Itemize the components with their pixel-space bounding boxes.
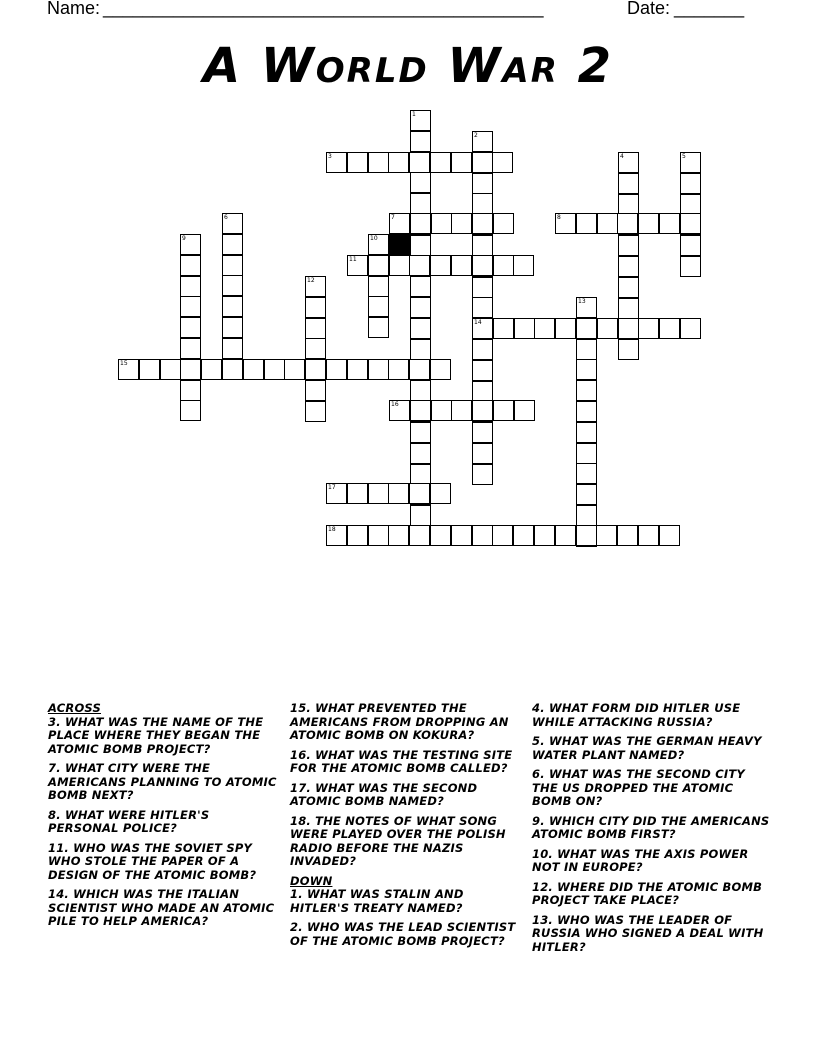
- crossword-cell[interactable]: [576, 525, 597, 546]
- crossword-cell[interactable]: [618, 194, 639, 215]
- crossword-cell[interactable]: [597, 213, 618, 234]
- crossword-cell[interactable]: [410, 213, 431, 234]
- clue-across-14: 14. WHICH WAS THE ITALIAN SCIENTIST WHO MADE AN ATOMIC PILE TO HELP AMERICA?: [48, 887, 275, 928]
- crossword-cell[interactable]: [347, 152, 368, 173]
- crossword-cell[interactable]: [618, 152, 639, 173]
- crossword-cell[interactable]: [180, 400, 201, 421]
- crossword-cell[interactable]: [431, 213, 452, 234]
- crossword-cell[interactable]: [659, 213, 680, 234]
- crossword-cell[interactable]: [492, 152, 513, 173]
- crossword-cell[interactable]: [347, 359, 368, 380]
- crossword-cell[interactable]: [680, 152, 701, 173]
- crossword-cell[interactable]: [139, 359, 160, 380]
- crossword-cell[interactable]: [493, 255, 514, 276]
- crossword-cell[interactable]: [638, 213, 659, 234]
- crossword-cell[interactable]: [243, 359, 264, 380]
- crossword-cell[interactable]: [430, 152, 451, 173]
- crossword-cell[interactable]: [409, 359, 430, 380]
- crossword-cell[interactable]: [410, 400, 431, 421]
- crossword-cell[interactable]: [472, 255, 493, 276]
- crossword-cell[interactable]: [638, 318, 659, 339]
- crossword-cell[interactable]: [472, 360, 493, 381]
- black-cell: [389, 234, 410, 255]
- crossword-cell[interactable]: [368, 234, 389, 255]
- clue-number: 4: [620, 153, 624, 160]
- crossword-cell[interactable]: [492, 525, 513, 546]
- clue-number: 2: [474, 132, 478, 139]
- clue-down-6: 6. WHAT WAS THE SECOND CITY THE US DROPPED THE ATOMIC BOMB ON?: [532, 767, 745, 808]
- crossword-cell[interactable]: [618, 277, 639, 298]
- clue-number: 10: [370, 235, 378, 242]
- crossword-cell[interactable]: [305, 338, 326, 359]
- clues-column-1: [48, 702, 283, 935]
- crossword-cell[interactable]: [368, 276, 389, 297]
- crossword-cell[interactable]: [118, 359, 139, 380]
- clue-across-16: 16. WHAT WAS THE TESTING SITE FOR THE ATOMIC BOMB CALLED?: [290, 747, 513, 775]
- crossword-cell[interactable]: [368, 255, 389, 276]
- crossword-cell[interactable]: [576, 401, 597, 422]
- crossword-cell[interactable]: [388, 483, 409, 504]
- crossword-cell[interactable]: [180, 276, 201, 297]
- clue-number: 5: [682, 153, 686, 160]
- clue-number: 18: [328, 526, 336, 533]
- name-label: Name:: [47, 0, 101, 18]
- crossword-cell[interactable]: [472, 173, 493, 194]
- crossword-cell[interactable]: [451, 400, 472, 421]
- clue-down-10: 10. WHAT WAS THE AXIS POWER NOT IN EUROPE?: [532, 846, 749, 874]
- clue-down-5: 5. WHAT WAS THE GERMAN HEAVY WATER PLANT NAMED?: [532, 734, 762, 762]
- clue-down-12: 12. WHERE DID THE ATOMIC BOMB PROJECT TAKE PLACE?: [532, 879, 763, 907]
- crossword-cell[interactable]: [576, 380, 597, 401]
- crossword-cell[interactable]: [472, 339, 493, 360]
- crossword-cell[interactable]: [638, 525, 659, 546]
- crossword-cell[interactable]: [472, 297, 493, 318]
- crossword-cell[interactable]: [410, 318, 431, 339]
- crossword-cell[interactable]: [305, 318, 326, 339]
- crossword-cell[interactable]: [680, 256, 701, 277]
- crossword-cell[interactable]: [180, 296, 201, 317]
- crossword-cell[interactable]: [493, 318, 514, 339]
- crossword-cell[interactable]: [493, 213, 514, 234]
- clue-number: 9: [182, 235, 186, 242]
- crossword-cell[interactable]: [180, 338, 201, 359]
- clue-number: 11: [349, 256, 357, 263]
- crossword-cell[interactable]: [451, 525, 472, 546]
- crossword-cell[interactable]: [410, 339, 431, 360]
- name-line[interactable]: ____________________________________________: [103, 0, 544, 18]
- crossword-cell[interactable]: [410, 380, 431, 401]
- crossword-cell[interactable]: [534, 318, 555, 339]
- crossword-cell[interactable]: [659, 318, 680, 339]
- clue-across-17: 17. WHAT WAS THE SECOND ATOMIC BOMB NAMED?: [290, 780, 478, 808]
- page-title: A World War 2: [202, 38, 614, 94]
- crossword-cell[interactable]: [514, 318, 535, 339]
- crossword-cell[interactable]: [368, 317, 389, 338]
- clue-across-11: 11. WHO WAS THE SOVIET SPY WHO STOLE THE PAPER OF A DESIGN OF THE ATOMIC BOMB?: [48, 840, 257, 882]
- crossword-cell[interactable]: [409, 483, 430, 504]
- clue-number: 16: [391, 401, 399, 408]
- clue-across-8: 8. WHAT WERE HITLER'S PERSONAL POLICE?: [48, 807, 210, 835]
- crossword-cell[interactable]: [472, 525, 493, 546]
- crossword-cell[interactable]: [451, 152, 472, 173]
- clue-across-7: 7. WHAT CITY WERE THE AMERICANS PLANNING TO ATOMIC BOMB NEXT?: [48, 761, 277, 802]
- clue-number: 12: [307, 277, 315, 284]
- crossword-cell[interactable]: [410, 172, 431, 193]
- crossword-cell[interactable]: [409, 255, 430, 276]
- crossword-cell[interactable]: [326, 359, 347, 380]
- crossword-cell[interactable]: [410, 464, 431, 485]
- crossword-cell[interactable]: [618, 298, 639, 319]
- crossword-cell[interactable]: [576, 339, 597, 360]
- crossword-cell[interactable]: [222, 296, 243, 317]
- crossword-cell[interactable]: [472, 381, 493, 402]
- clue-down-9: 9. WHICH CITY DID THE AMERICANS ATOMIC BOMB FIRST?: [532, 813, 770, 841]
- crossword-cell[interactable]: [180, 380, 201, 401]
- crossword-cell[interactable]: [410, 131, 431, 152]
- clue-number: 1: [412, 111, 416, 118]
- crossword-cell[interactable]: [576, 213, 597, 234]
- crossword-cell[interactable]: [180, 234, 201, 255]
- crossword-cell[interactable]: [493, 400, 514, 421]
- clues-column-3: [532, 702, 770, 960]
- crossword-cell[interactable]: [534, 525, 555, 546]
- crossword-cell[interactable]: [680, 173, 701, 194]
- clues-column-2: [290, 702, 518, 954]
- crossword-cell[interactable]: [430, 359, 451, 380]
- crossword-cell[interactable]: [305, 297, 326, 318]
- crossword-cell[interactable]: [264, 359, 285, 380]
- clue-number: 3: [328, 153, 332, 160]
- crossword-cell[interactable]: [680, 213, 701, 234]
- crossword-cell[interactable]: [576, 443, 597, 464]
- crossword-cell[interactable]: [576, 422, 597, 443]
- crossword-cell[interactable]: [514, 400, 535, 421]
- crossword-cell[interactable]: [347, 483, 368, 504]
- crossword-cell[interactable]: [431, 400, 452, 421]
- crossword-cell[interactable]: [180, 317, 201, 338]
- crossword-cell[interactable]: [410, 443, 431, 464]
- crossword-cell[interactable]: [326, 525, 347, 546]
- crossword-cell[interactable]: [409, 525, 430, 546]
- crossword-cell[interactable]: [305, 276, 326, 297]
- crossword-cell[interactable]: [410, 422, 431, 443]
- crossword-cell[interactable]: [222, 213, 243, 234]
- crossword-cell[interactable]: [597, 318, 618, 339]
- crossword-cell[interactable]: [576, 484, 597, 505]
- crossword-cell[interactable]: [617, 525, 638, 546]
- crossword-cell[interactable]: [472, 213, 493, 234]
- crossword-cell[interactable]: [326, 483, 347, 504]
- crossword-cell[interactable]: [201, 359, 222, 380]
- across-heading: ACROSS: [48, 701, 101, 715]
- crossword-cell[interactable]: [618, 339, 639, 360]
- crossword-cell[interactable]: [472, 235, 493, 256]
- clue-number: 17: [328, 484, 336, 491]
- clue-across-18: 18. THE NOTES OF WHAT SONG WERE PLAYED OVER THE POLISH RADIO BEFORE THE NAZIS INVADED?: [290, 813, 506, 868]
- crossword-cell[interactable]: [180, 255, 201, 276]
- crossword-cell[interactable]: [555, 213, 576, 234]
- crossword-cell[interactable]: [284, 359, 305, 380]
- crossword-cell[interactable]: [451, 213, 472, 234]
- crossword-cell[interactable]: [368, 483, 389, 504]
- clue-across-15: 15. WHAT PREVENTED THE AMERICANS FROM DROPPING AN ATOMIC BOMB ON KOKURA?: [290, 701, 509, 742]
- crossword-cell[interactable]: [368, 296, 389, 317]
- crossword-cell[interactable]: [472, 318, 493, 339]
- crossword-cell[interactable]: [680, 194, 701, 215]
- crossword-cell[interactable]: [576, 463, 597, 484]
- crossword-cell[interactable]: [222, 338, 243, 359]
- clue-number: 7: [391, 214, 395, 221]
- date-label: Date:: [627, 0, 671, 18]
- crossword-cell[interactable]: [576, 297, 597, 318]
- crossword-cell[interactable]: [410, 505, 431, 526]
- clue-number: 13: [578, 298, 586, 305]
- crossword-cell[interactable]: [305, 380, 326, 401]
- crossword-cell[interactable]: [388, 359, 409, 380]
- crossword-cell[interactable]: [618, 173, 639, 194]
- crossword-cell[interactable]: [472, 464, 493, 485]
- crossword-cell[interactable]: [472, 422, 493, 443]
- crossword-cell[interactable]: [409, 152, 430, 173]
- clue-number: 14: [474, 319, 482, 327]
- crossword-cell[interactable]: [368, 525, 389, 546]
- crossword-cell[interactable]: [430, 255, 451, 276]
- crossword-cell[interactable]: [388, 152, 409, 173]
- crossword-cell[interactable]: [513, 255, 534, 276]
- crossword-cell[interactable]: [222, 359, 243, 380]
- crossword-cell[interactable]: [576, 359, 597, 380]
- crossword-cell[interactable]: [451, 255, 472, 276]
- crossword-cell[interactable]: [305, 359, 326, 380]
- crossword-cell[interactable]: [596, 525, 617, 546]
- clue-down-2: 2. WHO WAS THE LEAD SCIENTIST OF THE ATOMIC BOMB PROJECT?: [290, 920, 516, 948]
- crossword-cell[interactable]: [472, 131, 493, 152]
- crossword-cell[interactable]: [618, 235, 639, 256]
- clue-down-4: 4. WHAT FORM DID HITLER USE WHILE ATTACKING RUSSIA?: [532, 701, 741, 729]
- crossword-cell[interactable]: [472, 443, 493, 464]
- date-line[interactable]: _______: [674, 0, 745, 18]
- crossword-cell[interactable]: [576, 505, 597, 526]
- clue-number: 15: [120, 360, 128, 367]
- crossword-cell[interactable]: [659, 525, 680, 546]
- crossword-cell[interactable]: [410, 235, 431, 256]
- crossword-cell[interactable]: [389, 255, 410, 276]
- crossword-cell[interactable]: [368, 152, 389, 173]
- crossword-cell[interactable]: [410, 297, 431, 318]
- crossword-cell[interactable]: [410, 276, 431, 297]
- crossword-cell[interactable]: [680, 318, 701, 339]
- crossword-cell[interactable]: [389, 400, 410, 421]
- crossword-cell[interactable]: [472, 193, 493, 214]
- clue-down-1: 1. WHAT WAS STALIN AND HITLER'S TREATY NAMED?: [290, 887, 464, 915]
- crossword-cell[interactable]: [222, 317, 243, 338]
- crossword-cell[interactable]: [430, 525, 451, 546]
- crossword-cell[interactable]: [389, 213, 410, 234]
- clue-across-3: 3. WHAT WAS THE NAME OF THE PLACE WHERE THEY BEGAN THE ATOMIC BOMB PROJECT?: [48, 714, 264, 756]
- crossword-cell[interactable]: [368, 359, 389, 380]
- crossword-cell[interactable]: [222, 234, 243, 255]
- down-heading: DOWN: [290, 873, 333, 888]
- crossword-cell[interactable]: [160, 359, 181, 380]
- crossword-cell[interactable]: [410, 110, 431, 131]
- crossword-cell[interactable]: [680, 235, 701, 256]
- crossword-cell[interactable]: [222, 275, 243, 296]
- crossword-cell[interactable]: [617, 213, 638, 234]
- clue-number: 8: [557, 214, 561, 221]
- crossword-cell[interactable]: [305, 401, 326, 422]
- crossword-cell[interactable]: [472, 277, 493, 298]
- crossword-cell[interactable]: [388, 525, 409, 546]
- crossword-cell[interactable]: [576, 318, 597, 339]
- crossword-cell[interactable]: [430, 483, 451, 504]
- crossword-cell[interactable]: [555, 525, 576, 546]
- crossword-cell[interactable]: [618, 256, 639, 277]
- crossword-cell[interactable]: [180, 359, 201, 380]
- crossword-cell[interactable]: [410, 193, 431, 214]
- crossword-cell[interactable]: [347, 525, 368, 546]
- crossword-cell[interactable]: [513, 525, 534, 546]
- crossword-cell[interactable]: [555, 318, 576, 339]
- crossword-cell[interactable]: [472, 400, 493, 421]
- crossword-cell[interactable]: [347, 255, 368, 276]
- clue-down-13: 13. WHO WAS THE LEADER OF RUSSIA WHO SIGNED A DEAL WITH HITLER?: [532, 912, 764, 954]
- crossword-cell[interactable]: [326, 152, 347, 173]
- crossword-cell[interactable]: [222, 255, 243, 276]
- clue-number: 6: [224, 214, 228, 221]
- crossword-cell[interactable]: [472, 152, 493, 173]
- crossword-cell[interactable]: [618, 318, 639, 339]
